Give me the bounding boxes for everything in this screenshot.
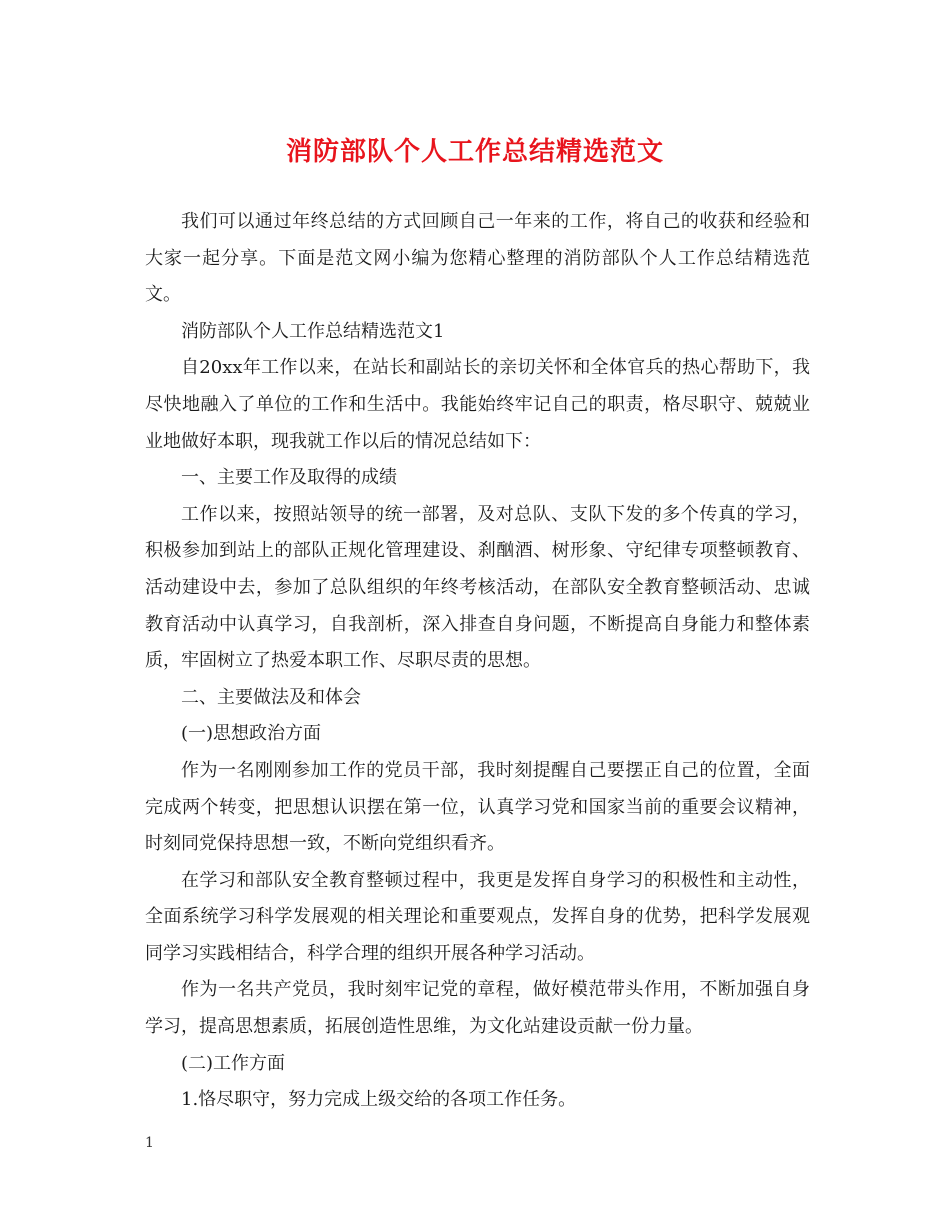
body-paragraph: 自20xx年工作以来，在站长和副站长的亲切关怀和全体官兵的热心帮助下，我尽快地融入了单位的工作和生活中。我能始终牢记自己的职责，格尽职守、兢兢业业地做好本职，现我就工作以后的情况总结如下： bbox=[145, 357, 810, 452]
document-title: 消防部队个人工作总结精选范文 bbox=[285, 137, 664, 167]
section-heading: 消防部队个人工作总结精选范文1 bbox=[181, 320, 445, 342]
list-item: 1.恪尽职守，努力完成上级交给的各项工作任务。 bbox=[181, 1089, 577, 1111]
section-heading: 二、主要做法及和体会 bbox=[181, 686, 361, 708]
section-heading: 一、主要工作及取得的成绩 bbox=[181, 467, 397, 489]
subsection-heading: (二)工作方面 bbox=[181, 1052, 286, 1074]
body-paragraph: 在学习和部队安全教育整顿过程中，我更是发挥自身学习的积极性和主动性，全面系统学习科学发展观的相关理论和重要观点，发挥自身的优势，把科学发展观同学习实践相结合，科学合理的组织开展各种学习活动。 bbox=[145, 869, 810, 964]
body-paragraph: 作为一名共产党员，我时刻牢记党的章程，做好模范带头作用，不断加强自身学习，提高思想素质，拓展创造性思维，为文化站建设贡献一份力量。 bbox=[145, 979, 810, 1038]
intro-paragraph: 我们可以通过年终总结的方式回顾自己一年来的工作，将自己的收获和经验和大家一起分享。下面是范文网小编为您精心整理的消防部队个人工作总结精选范文。 bbox=[145, 211, 810, 306]
body-paragraph: 工作以来，按照站领导的统一部署，及对总队、支队下发的多个传真的学习，积极参加到站上的部队正规化管理建设、刹酗酒、树形象、守纪律专项整顿教育、活动建设中去，参加了总队组织的年终考核活动，在部队安全教育整顿活动、忠诚教育活动中认真学习，自我剖析，深入排查自身问题，不断提高自身能力和整体素质，牢固树立了热爱本职工作、尽职尽责的思想。 bbox=[145, 503, 810, 672]
page-number: 1 bbox=[145, 1135, 154, 1151]
document-body bbox=[145, 204, 810, 1119]
body-paragraph: 作为一名刚刚参加工作的党员干部，我时刻提醒自己要摆正自己的位置，全面完成两个转变，把思想认识摆在第一位，认真学习党和国家当前的重要会议精神，时刻同党保持思想一致，不断向党组织看齐。 bbox=[145, 759, 810, 855]
subsection-heading: (一)思想政治方面 bbox=[181, 723, 322, 745]
